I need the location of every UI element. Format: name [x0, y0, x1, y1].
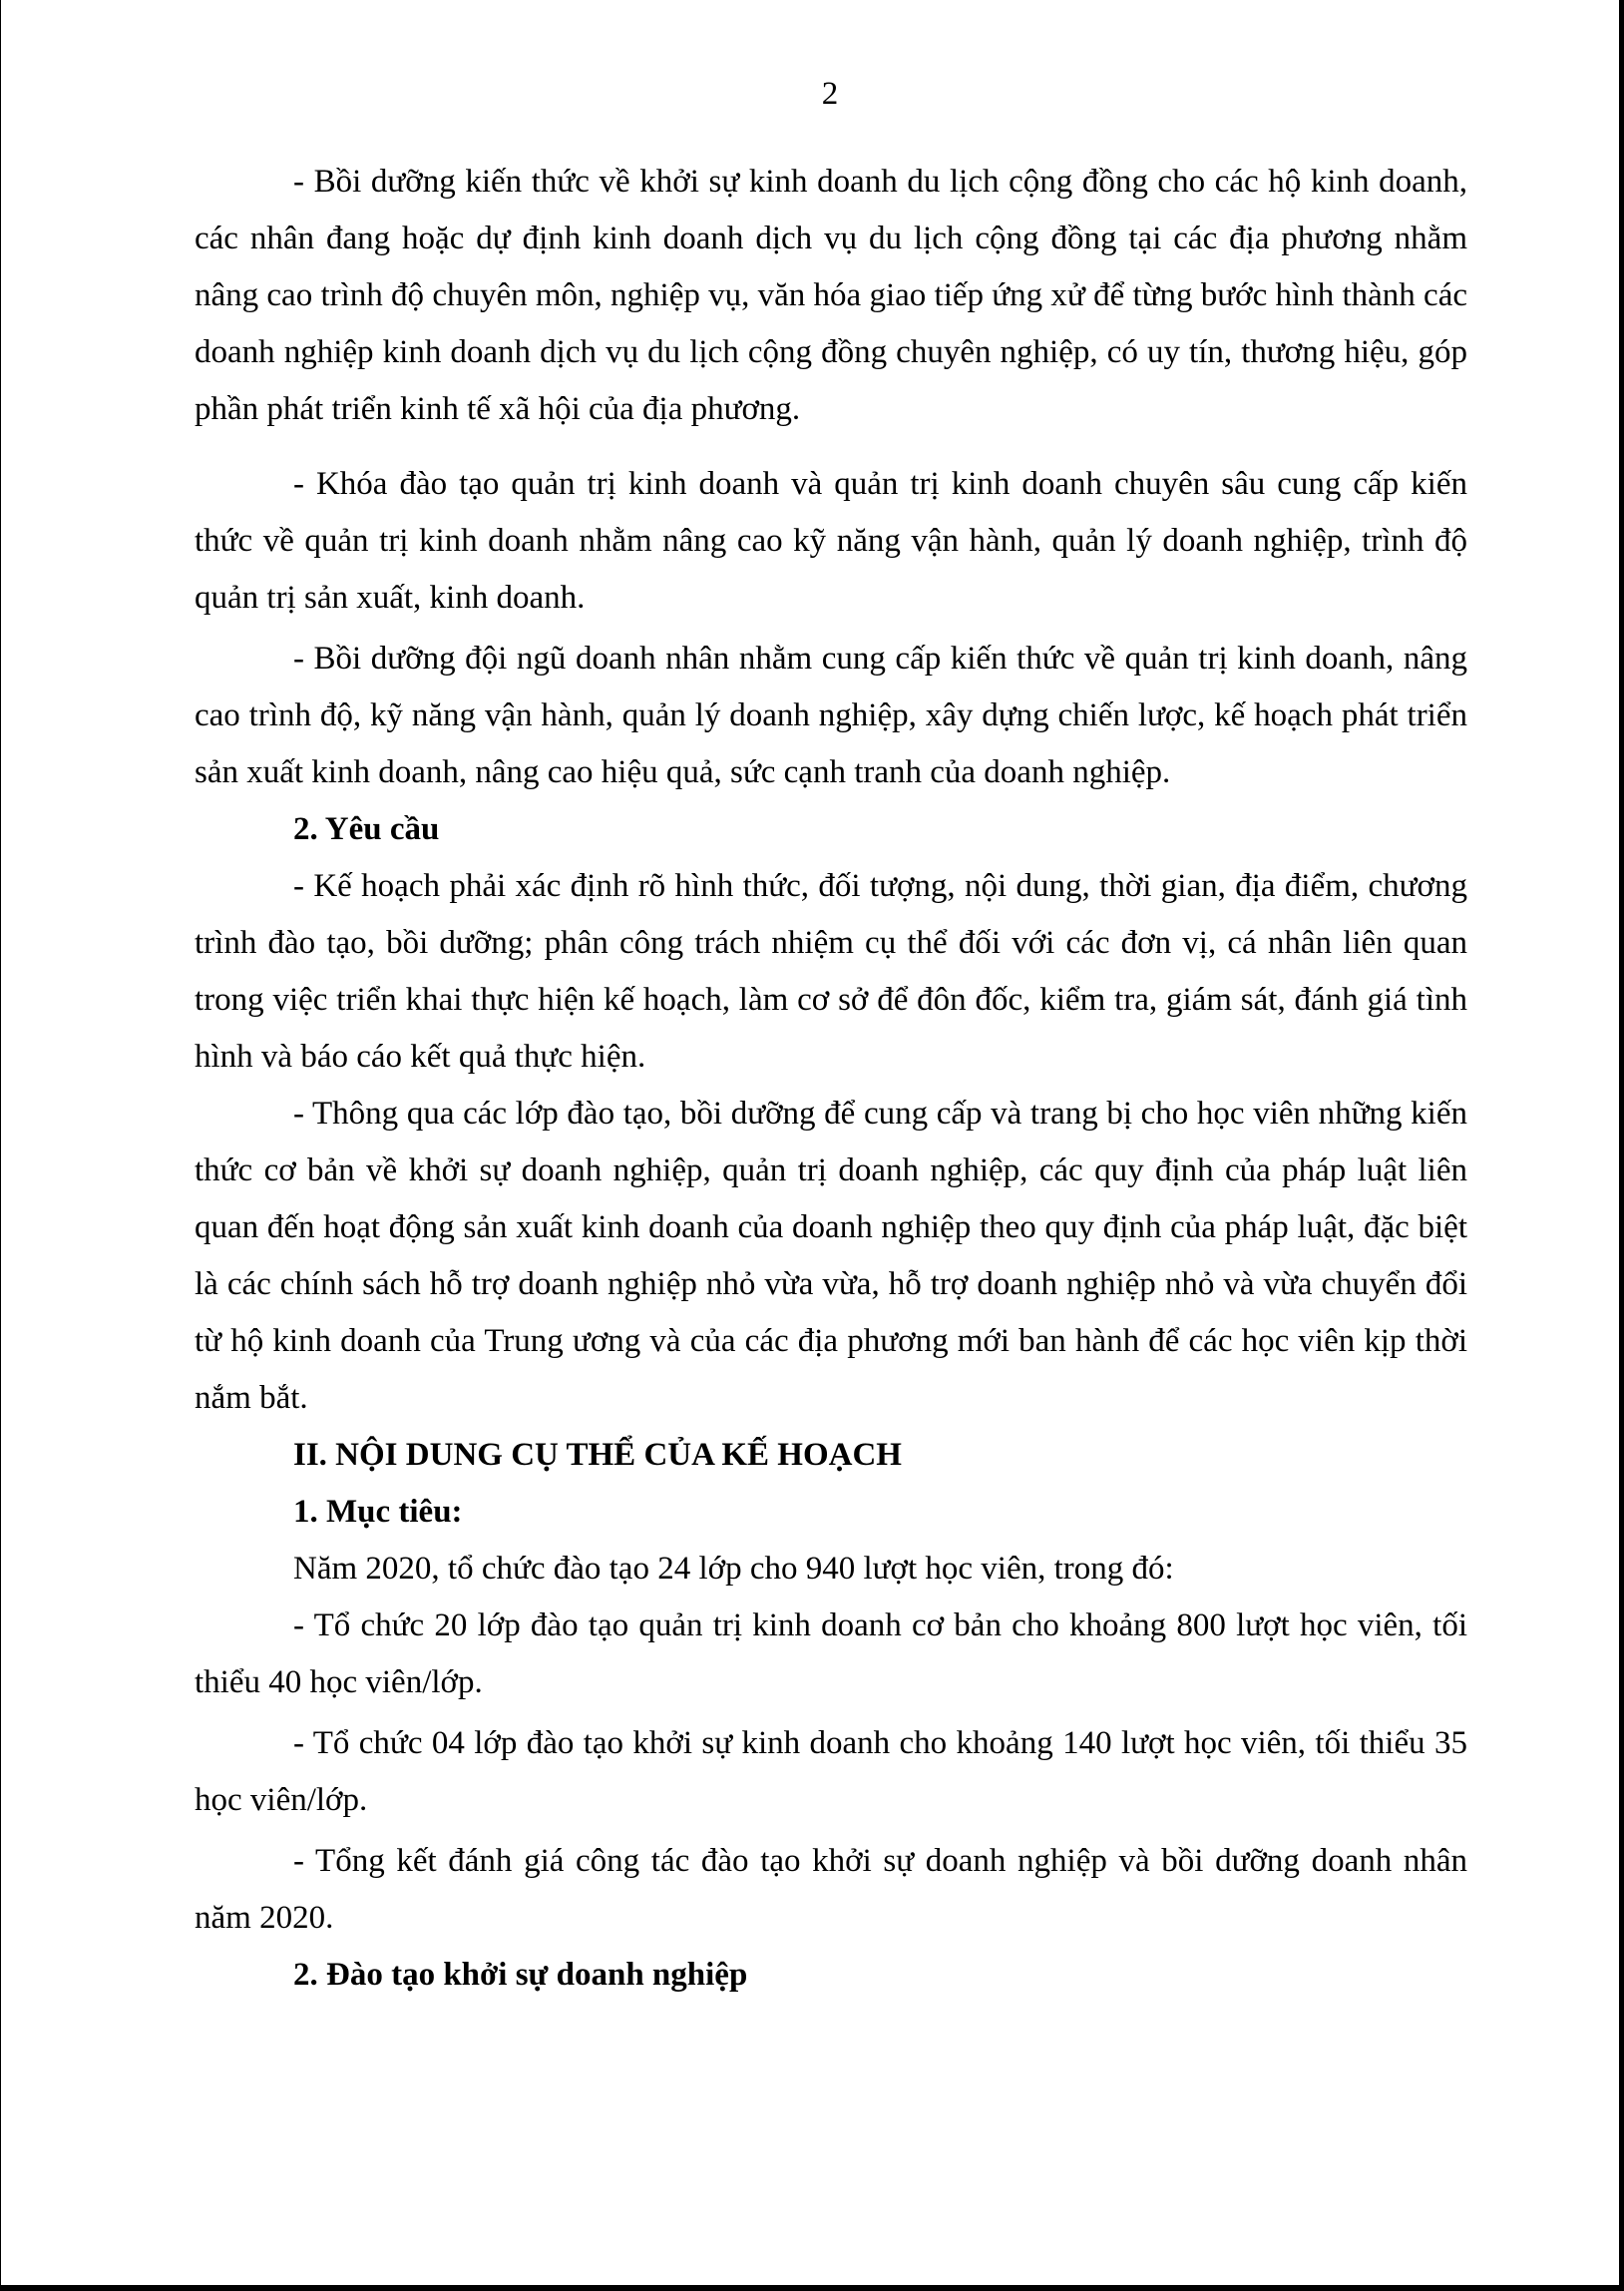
- heading-plan-contents: II. NỘI DUNG CỤ THỂ CỦA KẾ HOẠCH: [293, 1437, 902, 1473]
- paragraph-objective-summary-review: - Tổng kết đánh giá công tác đào tạo khởi sự doanh nghiệp và bồi dưỡng doanh nhân năm 2020.: [195, 1843, 1467, 1936]
- page-number: 2: [821, 76, 839, 112]
- paragraph-objective-management-classes: - Tổ chức 20 lớp đào tạo quản trị kinh doanh cơ bản cho khoảng 800 lượt học viên, tối thiểu 40 học viên/lớp.: [195, 1607, 1467, 1700]
- heading-requirements: 2. Yêu cầu: [293, 811, 440, 847]
- paragraph-objectives-summary: Năm 2020, tổ chức đào tạo 24 lớp cho 940 lượt học viên, trong đó:: [293, 1551, 1174, 1587]
- paragraph-entrepreneur-training: - Bồi dưỡng đội ngũ doanh nhân nhằm cung cấp kiến thức về quản trị kinh doanh, nâng cao trình độ, kỹ năng vận hành, quản lý doanh nghiệp, xây dựng chiến lược, kế hoạch phát triển sản xuất kinh doanh, nâng cao hiệu quả, sức cạnh tranh của doanh nghiệp.: [195, 641, 1467, 790]
- paragraph-plan-requirements: - Kế hoạch phải xác định rõ hình thức, đối tượng, nội dung, thời gian, địa điểm, chương trình đào tạo, bồi dưỡng; phân công trách nhiệm cụ thể đối với các đơn vị, cá nhân liên quan trong việc triển khai thực hiện kế hoạch, làm cơ sở để đôn đốc, kiểm tra, giám sát, đánh giá tình hình và báo cáo kết quả thực hiện.: [195, 868, 1467, 1075]
- paragraph-business-management-course: - Khóa đào tạo quản trị kinh doanh và quản trị kinh doanh chuyên sâu cung cấp kiến thức về quản trị kinh doanh nhằm nâng cao kỹ năng vận hành, quản lý doanh nghiệp, trình độ quản trị sản xuất, kinh doanh.: [195, 466, 1467, 616]
- page-content: [195, 154, 1467, 2004]
- heading-objectives: 1. Mục tiêu:: [293, 1494, 463, 1530]
- paragraph-objective-startup-classes: - Tổ chức 04 lớp đào tạo khởi sự kinh doanh cho khoảng 140 lượt học viên, tối thiểu 35 học viên/lớp.: [195, 1725, 1467, 1818]
- paragraph-training-knowledge: - Thông qua các lớp đào tạo, bồi dưỡng để cung cấp và trang bị cho học viên những kiến thức cơ bản về khởi sự doanh nghiệp, quản trị doanh nghiệp, các quy định của pháp luật liên quan đến hoạt động sản xuất kinh doanh của doanh nghiệp theo quy định của pháp luật, đặc biệt là các chính sách hỗ trợ doanh nghiệp nhỏ vừa vừa, hỗ trợ doanh nghiệp nhỏ và vừa chuyển đổi từ hộ kinh doanh của Trung ương và của các địa phương mới ban hành để các học viên kịp thời nắm bắt.: [195, 1096, 1467, 1416]
- paragraph-community-tourism-training: - Bồi dưỡng kiến thức về khởi sự kinh doanh du lịch cộng đồng cho các hộ kinh doanh, các nhân đang hoặc dự định kinh doanh dịch vụ du lịch cộng đồng tại các địa phương nhằm nâng cao trình độ chuyên môn, nghiệp vụ, văn hóa giao tiếp ứng xử để từng bước hình thành các doanh nghiệp kinh doanh dịch vụ du lịch cộng đồng chuyên nghiệp, có uy tín, thương hiệu, góp phần phát triển kinh tế xã hội của địa phương.: [195, 164, 1467, 427]
- heading-startup-training: 2. Đào tạo khởi sự doanh nghiệp: [293, 1957, 748, 1993]
